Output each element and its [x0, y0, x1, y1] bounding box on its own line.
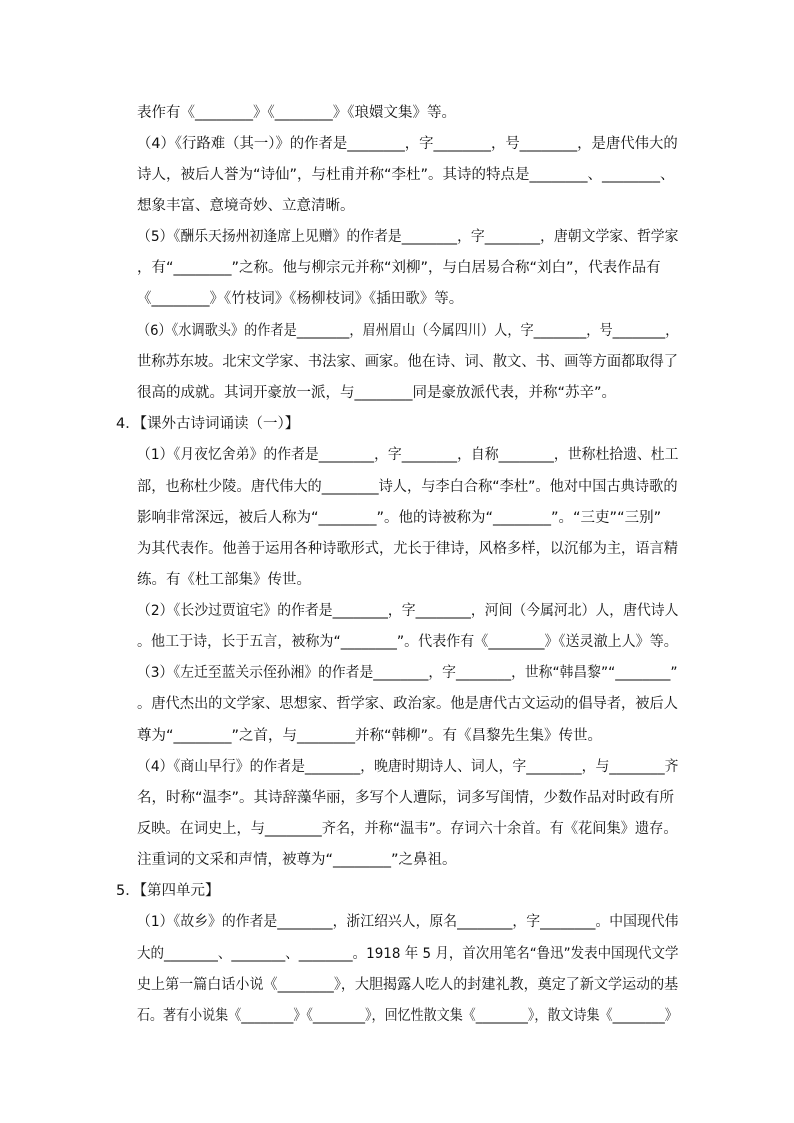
text-line: 反映。在词史上，与________齐名，并称“温韦”。存词六十余首。有《花间集》遗存。 [137, 821, 678, 837]
text-line: 《________》《竹枝词》《杨柳枝词》《插田歌》等。 [137, 291, 464, 307]
text-line: 诗人，被后人誉为“诗仙”，与杜甫并称“李杜”。其诗的特点是________、________、 [137, 167, 675, 183]
text-line: 石。著有小说集《________》《________》，回忆性散文集《________》，散文诗集《________》 [137, 1008, 678, 1024]
text-line: （3）《左迁至蓝关示侄孙湘》的作者是________，字________，世称“韩昌黎”“________” [137, 665, 678, 681]
text-line: （2）《长沙过贾谊宅》的作者是________，字________，河间（今属河北）人，唐代诗人 [137, 603, 679, 619]
text-line: （1）《月夜忆舍弟》的作者是________，字________，自称________，世称杜拾遗、杜工 [137, 447, 679, 463]
text-line: 练。有《杜工部集》传世。 [137, 572, 311, 588]
text-line: （1）《故乡》的作者是________，浙江绍兴人，原名________，字________。中国现代伟 [137, 914, 679, 930]
text-line: 表作有《________》《________》《琅嬛文集》等。 [137, 105, 456, 121]
text-line: ，有“________”之称。他与柳宗元并称“刘柳”，与白居易合称“刘白”，代表作品有 [137, 260, 661, 276]
text-line: 世称苏东坡。北宋文学家、书法家、画家。他在诗、词、散文、书、画等方面都取得了 [137, 354, 678, 370]
text-line: （4）《商山早行》的作者是________，晚唐时期诗人、词人，字________，与________齐 [137, 759, 679, 775]
text-line: 尊为“________”之首，与________并称“韩柳”。有《昌黎先生集》传世。 [137, 728, 603, 744]
section-heading: 5．【第四单元】 [116, 883, 220, 899]
text-line: 影响非常深远，被后人称为“________”。他的诗被称为“________”。“三吏”“三别” [137, 510, 662, 526]
text-line: 名，时称“温李”。其诗辞藻华丽，多写个人遭际，词多写闺情，少数作品对时政有所 [137, 790, 675, 806]
text-line: （4）《行路难（其一）》的作者是________，字________，号________，是唐代伟大的 [137, 136, 678, 152]
section-heading: 4．【课外古诗词诵读（一）】 [116, 416, 300, 432]
text-line: 注重词的文采和声情，被尊为“________”之鼻祖。 [137, 852, 457, 868]
text-line: 想象丰富、意境奇妙、立意清晰。 [137, 198, 355, 214]
text-line: 。他工于诗，长于五言，被称为“________”。代表作有《________》《送灵澈上人》等。 [137, 634, 678, 650]
text-line: 史上第一篇白话小说《________》，大胆揭露人吃人的封建礼教，奠定了新文学运动的基 [137, 977, 679, 993]
text-line: 大的________、________、________。1918 年 5 月，首次用笔名“鲁迅”发表中国现代文学 [137, 946, 679, 962]
text-line: 为其代表作。他善于运用各种诗歌形式，尤长于律诗，风格多样，以沉郁为主，语言精 [137, 541, 678, 557]
text-line: （6）《水调歌头》的作者是________，眉州眉山（今属四川）人，字________，号________， [137, 323, 679, 339]
text-line: 很高的成就。其词开豪放一派，与________同是豪放派代表，并称“苏辛”。 [137, 385, 617, 401]
text-line: 。唐代杰出的文学家、思想家、哲学家、政治家。他是唐代古文运动的倡导者，被后人 [137, 696, 678, 712]
text-line: 部，也称杜少陵。唐代伟大的________诗人，与李白合称“李杜”。他对中国古典诗歌的 [137, 479, 678, 495]
text-line: （5）《酬乐天扬州初逢席上见赠》的作者是________，字________，唐朝文学家、哲学家 [137, 229, 679, 245]
